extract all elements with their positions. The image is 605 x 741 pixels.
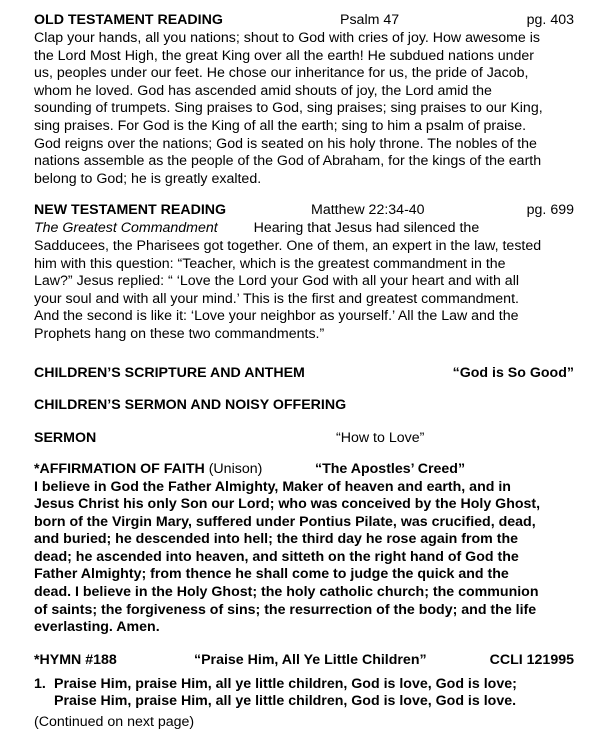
nt-first-line: Hearing that Jesus had silenced the <box>253 220 480 237</box>
sermon-title: “How to Love” <box>336 429 425 446</box>
affirmation-title: “The Apostles’ Creed” <box>315 460 466 477</box>
ot-line: us, peoples under our feet. He chose our inheritance for us, the pride of Jacob, <box>34 65 529 82</box>
children-sermon-row <box>34 395 574 415</box>
children-anthem-label: CHILDREN’S SCRIPTURE AND ANTHEM <box>34 364 305 381</box>
nt-line: Sadducees, the Pharisees got together. One of them, an expert in the law, tested <box>34 237 542 254</box>
creed-line: Father Almighty; from thence he shall come to judge the quick and the <box>34 566 509 583</box>
children-anthem-title: “God is So Good” <box>452 364 574 381</box>
creed-line: dead. I believe in the Holy Ghost; the holy catholic church; the communion <box>34 584 539 601</box>
nt-text <box>34 220 574 343</box>
verse-line <box>34 676 574 694</box>
creed-line: and buried; he descended into hell; the third day he rose again from the <box>34 531 519 548</box>
verse-line <box>34 693 574 711</box>
nt-subtitle: The Greatest Commandment <box>34 220 218 237</box>
ot-line: the Lord Most High, the great King over all the earth! He subdued nations under <box>34 47 535 64</box>
verse-text: Praise Him, praise Him, all ye little children, God is love, God is love; <box>54 675 517 692</box>
nt-reference: Matthew 22:34-40 <box>311 202 425 219</box>
hymn-ccli: CCLI 121995 <box>489 651 574 668</box>
verse-text: Praise Him, praise Him, all ye little children, God is love, God is love. <box>54 693 517 710</box>
children-anthem-row <box>34 363 574 383</box>
ot-line: nations assemble as the people of the God of Abraham, for the kings of the earth <box>34 153 542 170</box>
nt-line <box>34 220 574 238</box>
creed-line: Jesus Christ his only Son our Lord; who was conceived by the Holy Ghost, <box>34 496 541 513</box>
ot-header <box>34 10 574 30</box>
creed-line: dead; he ascended into heaven, and sitteth on the right hand of God the <box>34 548 519 565</box>
creed-line: everlasting. Amen. <box>34 619 160 636</box>
creed-line: of saints; the forgiveness of sins; the resurrection of the body; and the life <box>34 601 537 618</box>
nt-line: Law?” Jesus replied: “ ‘Love the Lord your God with all your heart and with all <box>34 273 519 290</box>
ot-line: whom he loved. God has ascended amid shouts of joy, the Lord amid the <box>34 82 492 99</box>
ot-line: God reigns over the nations; God is seated on his holy throne. The nobles of the <box>34 135 537 152</box>
affirmation-header <box>34 459 574 479</box>
ot-line: sing praises. For God is the King of all the earth; sing to him a psalm of praise. <box>34 117 527 134</box>
sermon-row <box>34 428 574 448</box>
ot-reference: Psalm 47 <box>340 12 400 28</box>
affirmation-heading <box>34 459 262 479</box>
continued-note: (Continued on next page) <box>34 714 195 731</box>
ot-title: OLD TESTAMENT READING <box>34 12 223 28</box>
nt-header <box>34 200 574 220</box>
nt-page: pg. 699 <box>526 202 574 219</box>
creed-line: I believe in God the Father Almighty, Maker of heaven and earth, and in <box>34 478 511 495</box>
sermon-label: SERMON <box>34 429 97 446</box>
hymn-verse <box>34 676 574 711</box>
hymn-header <box>34 650 574 670</box>
affirmation-note: (Unison) <box>204 460 263 477</box>
ot-line: Clap your hands, all you nations; shout to God with cries of joy. How awesome is <box>34 30 541 46</box>
ot-text <box>34 30 574 188</box>
children-sermon-label: CHILDREN’S SERMON AND NOISY OFFERING <box>34 396 347 413</box>
ot-page: pg. 403 <box>526 12 574 28</box>
nt-line: your soul and with all your mind.’ This is the first and greatest commandment. <box>34 290 519 307</box>
affirmation-label: *AFFIRMATION OF FAITH <box>34 460 205 477</box>
ot-line: sounding of trumpets. Sing praises to God, sing praises; sing praises to our King, <box>34 100 543 117</box>
nt-line: And the second is like it: ‘Love your neighbor as yourself.’ All the Law and the <box>34 308 519 325</box>
affirmation-text <box>34 479 574 637</box>
nt-line: him with this question: “Teacher, which is the greatest commandment in the <box>34 255 506 272</box>
hymn-title: “Praise Him, All Ye Little Children” <box>194 651 427 668</box>
nt-line: Prophets hang on these two commandments.” <box>34 325 325 342</box>
bulletin-page <box>34 10 574 732</box>
ot-line: belong to God; he is greatly exalted. <box>34 170 262 187</box>
creed-line: born of the Virgin Mary, suffered under Pontius Pilate, was crucified, dead, <box>34 513 536 530</box>
verse-number: 1. <box>34 675 46 692</box>
nt-title: NEW TESTAMENT READING <box>34 202 227 219</box>
hymn-label: *HYMN #188 <box>34 651 117 668</box>
